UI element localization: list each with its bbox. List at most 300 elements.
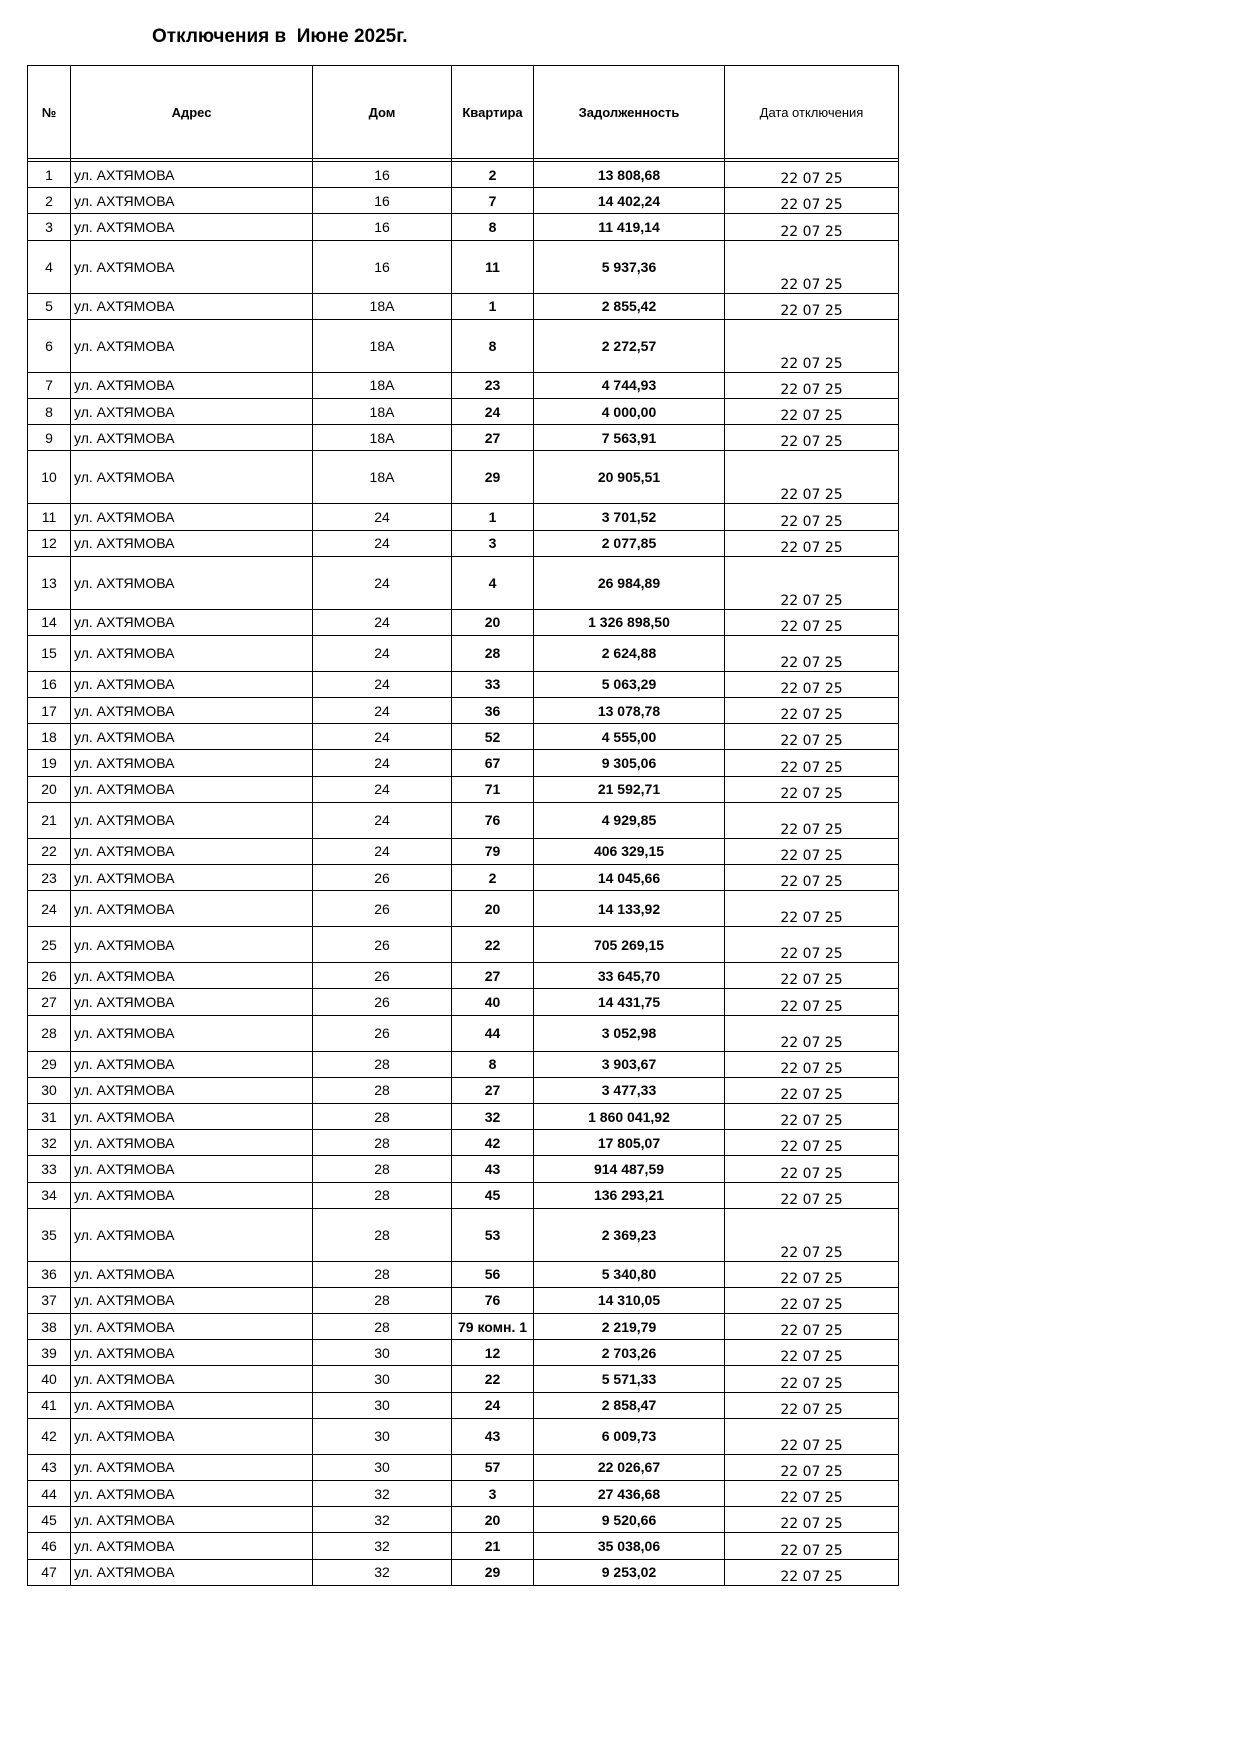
- row-date: 22 07 25: [725, 1051, 899, 1077]
- row-address: ул. АХТЯМОВА: [71, 398, 313, 424]
- row-address: ул. АХТЯМОВА: [71, 504, 313, 530]
- row-date: 22 07 25: [725, 1314, 899, 1340]
- row-apartment: 36: [452, 698, 534, 724]
- row-number: 36: [28, 1261, 71, 1287]
- row-apartment: 43: [452, 1156, 534, 1182]
- row-apartment: 22: [452, 1366, 534, 1392]
- row-house: 28: [313, 1314, 452, 1340]
- row-address: ул. АХТЯМОВА: [71, 556, 313, 609]
- table-row: [28, 1287, 899, 1313]
- row-debt: 2 858,47: [534, 1392, 725, 1418]
- row-apartment: 45: [452, 1182, 534, 1208]
- row-number: 15: [28, 635, 71, 671]
- row-debt: 21 592,71: [534, 776, 725, 802]
- row-debt: 13 808,68: [534, 162, 725, 188]
- row-apartment: 33: [452, 671, 534, 697]
- row-number: 9: [28, 425, 71, 451]
- table-row: [28, 1077, 899, 1103]
- row-house: 24: [313, 802, 452, 838]
- row-debt: 26 984,89: [534, 556, 725, 609]
- table-row: [28, 891, 899, 927]
- row-debt: 14 045,66: [534, 865, 725, 891]
- row-number: 46: [28, 1533, 71, 1559]
- table-row: [28, 1261, 899, 1287]
- row-number: 6: [28, 319, 71, 372]
- row-debt: 406 329,15: [534, 838, 725, 864]
- table-row: [28, 1366, 899, 1392]
- row-debt: 17 805,07: [534, 1130, 725, 1156]
- row-number: 45: [28, 1507, 71, 1533]
- row-date: 22 07 25: [725, 927, 899, 963]
- table-row: [28, 1507, 899, 1533]
- row-apartment: 28: [452, 635, 534, 671]
- table-row: [28, 1051, 899, 1077]
- row-apartment: 27: [452, 963, 534, 989]
- row-date: 22 07 25: [725, 1481, 899, 1507]
- row-number: 4: [28, 240, 71, 293]
- row-address: ул. АХТЯМОВА: [71, 451, 313, 504]
- row-house: 24: [313, 504, 452, 530]
- row-date: 22 07 25: [725, 1103, 899, 1129]
- row-debt: 5 063,29: [534, 671, 725, 697]
- row-debt: 1 860 041,92: [534, 1103, 725, 1129]
- row-address: ул. АХТЯМОВА: [71, 802, 313, 838]
- table-row: [28, 1208, 899, 1261]
- row-number: 42: [28, 1418, 71, 1454]
- row-apartment: 79 комн. 1: [452, 1314, 534, 1340]
- row-apartment: 8: [452, 214, 534, 240]
- row-address: ул. АХТЯМОВА: [71, 865, 313, 891]
- row-apartment: 3: [452, 530, 534, 556]
- table-row: [28, 1156, 899, 1182]
- row-date: 22 07 25: [725, 1182, 899, 1208]
- row-apartment: 3: [452, 1481, 534, 1507]
- page-title: Отключения в Июне 2025г.: [152, 26, 408, 47]
- row-house: 16: [313, 240, 452, 293]
- row-debt: 2 077,85: [534, 530, 725, 556]
- row-number: 21: [28, 802, 71, 838]
- row-number: 11: [28, 504, 71, 530]
- row-date: 22 07 25: [725, 1208, 899, 1261]
- row-date: 22 07 25: [725, 724, 899, 750]
- row-apartment: 43: [452, 1418, 534, 1454]
- table-row: [28, 1392, 899, 1418]
- table-row: [28, 372, 899, 398]
- row-date: 22 07 25: [725, 1077, 899, 1103]
- row-address: ул. АХТЯМОВА: [71, 1481, 313, 1507]
- row-date: 22 07 25: [725, 214, 899, 240]
- row-house: 26: [313, 1015, 452, 1051]
- row-date: 22 07 25: [725, 556, 899, 609]
- row-date: 22 07 25: [725, 1507, 899, 1533]
- table-row: [28, 1182, 899, 1208]
- row-address: ул. АХТЯМОВА: [71, 724, 313, 750]
- row-debt: 5 340,80: [534, 1261, 725, 1287]
- table-row: [28, 1418, 899, 1454]
- row-date: 22 07 25: [725, 1533, 899, 1559]
- row-date: 22 07 25: [725, 1287, 899, 1313]
- row-date: 22 07 25: [725, 1015, 899, 1051]
- row-date: 22 07 25: [725, 963, 899, 989]
- row-address: ул. АХТЯМОВА: [71, 750, 313, 776]
- table-row: [28, 188, 899, 214]
- table-row: [28, 724, 899, 750]
- table-row: [28, 556, 899, 609]
- row-number: 31: [28, 1103, 71, 1129]
- row-house: 24: [313, 530, 452, 556]
- table-row: [28, 293, 899, 319]
- row-house: 32: [313, 1533, 452, 1559]
- row-house: 28: [313, 1261, 452, 1287]
- row-number: 30: [28, 1077, 71, 1103]
- row-date: 22 07 25: [725, 188, 899, 214]
- row-apartment: 7: [452, 188, 534, 214]
- row-number: 47: [28, 1559, 71, 1585]
- row-debt: 22 026,67: [534, 1454, 725, 1480]
- row-debt: 4 000,00: [534, 398, 725, 424]
- row-address: ул. АХТЯМОВА: [71, 1261, 313, 1287]
- row-debt: 3 052,98: [534, 1015, 725, 1051]
- row-house: 28: [313, 1287, 452, 1313]
- row-house: 18А: [313, 319, 452, 372]
- row-date: 22 07 25: [725, 530, 899, 556]
- row-debt: 4 929,85: [534, 802, 725, 838]
- row-house: 26: [313, 963, 452, 989]
- row-apartment: 56: [452, 1261, 534, 1287]
- table-row: [28, 1481, 899, 1507]
- row-number: 18: [28, 724, 71, 750]
- row-apartment: 52: [452, 724, 534, 750]
- row-date: 22 07 25: [725, 372, 899, 398]
- row-apartment: 24: [452, 1392, 534, 1418]
- table-row: [28, 802, 899, 838]
- row-address: ул. АХТЯМОВА: [71, 927, 313, 963]
- row-number: 1: [28, 162, 71, 188]
- row-date: 22 07 25: [725, 1559, 899, 1585]
- row-apartment: 20: [452, 609, 534, 635]
- row-house: 24: [313, 671, 452, 697]
- row-apartment: 40: [452, 989, 534, 1015]
- row-number: 10: [28, 451, 71, 504]
- disconnections-table: [27, 65, 899, 1586]
- row-address: ул. АХТЯМОВА: [71, 609, 313, 635]
- row-apartment: 76: [452, 802, 534, 838]
- row-debt: 14 431,75: [534, 989, 725, 1015]
- row-debt: 5 571,33: [534, 1366, 725, 1392]
- row-house: 28: [313, 1156, 452, 1182]
- table-row: [28, 530, 899, 556]
- row-address: ул. АХТЯМОВА: [71, 1314, 313, 1340]
- table-row: [28, 504, 899, 530]
- row-house: 26: [313, 891, 452, 927]
- row-house: 24: [313, 750, 452, 776]
- row-address: ул. АХТЯМОВА: [71, 1287, 313, 1313]
- row-address: ул. АХТЯМОВА: [71, 1454, 313, 1480]
- row-debt: 2 369,23: [534, 1208, 725, 1261]
- row-house: 28: [313, 1103, 452, 1129]
- header-address: Адрес: [71, 66, 313, 159]
- row-house: 30: [313, 1454, 452, 1480]
- row-house: 16: [313, 188, 452, 214]
- row-number: 17: [28, 698, 71, 724]
- row-address: ул. АХТЯМОВА: [71, 240, 313, 293]
- row-address: ул. АХТЯМОВА: [71, 989, 313, 1015]
- table-row: [28, 635, 899, 671]
- row-debt: 14 402,24: [534, 188, 725, 214]
- row-address: ул. АХТЯМОВА: [71, 891, 313, 927]
- row-house: 18А: [313, 425, 452, 451]
- row-address: ул. АХТЯМОВА: [71, 1392, 313, 1418]
- row-address: ул. АХТЯМОВА: [71, 1077, 313, 1103]
- row-number: 16: [28, 671, 71, 697]
- row-number: 34: [28, 1182, 71, 1208]
- row-debt: 9 253,02: [534, 1559, 725, 1585]
- row-address: ул. АХТЯМОВА: [71, 963, 313, 989]
- row-address: ул. АХТЯМОВА: [71, 1051, 313, 1077]
- row-address: ул. АХТЯМОВА: [71, 671, 313, 697]
- row-debt: 4 744,93: [534, 372, 725, 398]
- row-date: 22 07 25: [725, 162, 899, 188]
- row-debt: 2 219,79: [534, 1314, 725, 1340]
- row-house: 26: [313, 989, 452, 1015]
- table-row: [28, 240, 899, 293]
- row-address: ул. АХТЯМОВА: [71, 1418, 313, 1454]
- row-address: ул. АХТЯМОВА: [71, 1156, 313, 1182]
- row-house: 28: [313, 1182, 452, 1208]
- table-row: [28, 451, 899, 504]
- row-number: 44: [28, 1481, 71, 1507]
- row-house: 30: [313, 1418, 452, 1454]
- row-number: 5: [28, 293, 71, 319]
- row-date: 22 07 25: [725, 319, 899, 372]
- row-debt: 2 624,88: [534, 635, 725, 671]
- header-date: Дата отключения: [725, 66, 899, 159]
- row-debt: 3 701,52: [534, 504, 725, 530]
- row-date: 22 07 25: [725, 504, 899, 530]
- row-address: ул. АХТЯМОВА: [71, 162, 313, 188]
- row-debt: 2 272,57: [534, 319, 725, 372]
- row-date: 22 07 25: [725, 425, 899, 451]
- row-debt: 13 078,78: [534, 698, 725, 724]
- table-row: [28, 1454, 899, 1480]
- row-apartment: 29: [452, 1559, 534, 1585]
- table-row: [28, 1015, 899, 1051]
- row-number: 41: [28, 1392, 71, 1418]
- row-date: 22 07 25: [725, 1340, 899, 1366]
- row-number: 8: [28, 398, 71, 424]
- row-house: 24: [313, 776, 452, 802]
- table-row: [28, 162, 899, 188]
- row-house: 24: [313, 635, 452, 671]
- header-house: Дом: [313, 66, 452, 159]
- row-house: 30: [313, 1366, 452, 1392]
- row-apartment: 23: [452, 372, 534, 398]
- row-debt: 14 310,05: [534, 1287, 725, 1313]
- row-apartment: 20: [452, 891, 534, 927]
- row-date: 22 07 25: [725, 750, 899, 776]
- row-address: ул. АХТЯМОВА: [71, 1340, 313, 1366]
- row-house: 18А: [313, 451, 452, 504]
- row-number: 23: [28, 865, 71, 891]
- row-number: 37: [28, 1287, 71, 1313]
- row-date: 22 07 25: [725, 865, 899, 891]
- row-house: 24: [313, 609, 452, 635]
- table-row: [28, 750, 899, 776]
- row-number: 7: [28, 372, 71, 398]
- row-number: 25: [28, 927, 71, 963]
- row-number: 20: [28, 776, 71, 802]
- row-apartment: 8: [452, 319, 534, 372]
- row-address: ул. АХТЯМОВА: [71, 1103, 313, 1129]
- row-date: 22 07 25: [725, 451, 899, 504]
- row-address: ул. АХТЯМОВА: [71, 776, 313, 802]
- row-house: 18А: [313, 398, 452, 424]
- row-debt: 136 293,21: [534, 1182, 725, 1208]
- row-apartment: 29: [452, 451, 534, 504]
- row-address: ул. АХТЯМОВА: [71, 1507, 313, 1533]
- table-row: [28, 319, 899, 372]
- row-date: 22 07 25: [725, 1156, 899, 1182]
- row-number: 38: [28, 1314, 71, 1340]
- row-apartment: 44: [452, 1015, 534, 1051]
- table-row: [28, 838, 899, 864]
- row-date: 22 07 25: [725, 1454, 899, 1480]
- table-row: [28, 776, 899, 802]
- row-house: 16: [313, 214, 452, 240]
- row-house: 32: [313, 1559, 452, 1585]
- row-number: 39: [28, 1340, 71, 1366]
- row-address: ул. АХТЯМОВА: [71, 425, 313, 451]
- row-address: ул. АХТЯМОВА: [71, 1366, 313, 1392]
- row-house: 18А: [313, 372, 452, 398]
- table-row: [28, 1559, 899, 1585]
- row-apartment: 21: [452, 1533, 534, 1559]
- row-apartment: 12: [452, 1340, 534, 1366]
- row-address: ул. АХТЯМОВА: [71, 635, 313, 671]
- row-date: 22 07 25: [725, 989, 899, 1015]
- row-house: 16: [313, 162, 452, 188]
- row-apartment: 20: [452, 1507, 534, 1533]
- table-body: [28, 159, 899, 1586]
- row-number: 32: [28, 1130, 71, 1156]
- row-address: ул. АХТЯМОВА: [71, 1182, 313, 1208]
- row-apartment: 71: [452, 776, 534, 802]
- row-debt: 3 477,33: [534, 1077, 725, 1103]
- row-debt: 6 009,73: [534, 1418, 725, 1454]
- row-debt: 27 436,68: [534, 1481, 725, 1507]
- row-debt: 35 038,06: [534, 1533, 725, 1559]
- row-apartment: 24: [452, 398, 534, 424]
- row-apartment: 22: [452, 927, 534, 963]
- row-debt: 4 555,00: [534, 724, 725, 750]
- row-apartment: 2: [452, 865, 534, 891]
- row-number: 43: [28, 1454, 71, 1480]
- row-number: 14: [28, 609, 71, 635]
- row-house: 24: [313, 698, 452, 724]
- table-row: [28, 1103, 899, 1129]
- row-debt: 2 703,26: [534, 1340, 725, 1366]
- row-number: 28: [28, 1015, 71, 1051]
- table-row: [28, 698, 899, 724]
- table-row: [28, 425, 899, 451]
- row-date: 22 07 25: [725, 838, 899, 864]
- row-date: 22 07 25: [725, 398, 899, 424]
- row-number: 12: [28, 530, 71, 556]
- row-house: 28: [313, 1051, 452, 1077]
- row-house: 26: [313, 865, 452, 891]
- row-house: 18А: [313, 293, 452, 319]
- row-number: 40: [28, 1366, 71, 1392]
- row-date: 22 07 25: [725, 609, 899, 635]
- row-address: ул. АХТЯМОВА: [71, 372, 313, 398]
- row-apartment: 1: [452, 504, 534, 530]
- row-date: 22 07 25: [725, 671, 899, 697]
- row-apartment: 57: [452, 1454, 534, 1480]
- row-apartment: 8: [452, 1051, 534, 1077]
- table-row: [28, 214, 899, 240]
- row-apartment: 27: [452, 1077, 534, 1103]
- row-number: 26: [28, 963, 71, 989]
- row-date: 22 07 25: [725, 1366, 899, 1392]
- row-house: 28: [313, 1208, 452, 1261]
- row-date: 22 07 25: [725, 1261, 899, 1287]
- row-house: 24: [313, 838, 452, 864]
- table-row: [28, 1130, 899, 1156]
- row-number: 3: [28, 214, 71, 240]
- row-address: ул. АХТЯМОВА: [71, 1559, 313, 1585]
- row-apartment: 32: [452, 1103, 534, 1129]
- row-apartment: 42: [452, 1130, 534, 1156]
- row-debt: 11 419,14: [534, 214, 725, 240]
- row-date: 22 07 25: [725, 776, 899, 802]
- row-date: 22 07 25: [725, 802, 899, 838]
- row-date: 22 07 25: [725, 891, 899, 927]
- row-date: 22 07 25: [725, 635, 899, 671]
- row-apartment: 11: [452, 240, 534, 293]
- row-debt: 914 487,59: [534, 1156, 725, 1182]
- row-date: 22 07 25: [725, 240, 899, 293]
- row-address: ул. АХТЯМОВА: [71, 530, 313, 556]
- row-house: 24: [313, 556, 452, 609]
- header-apartment: Квартира: [452, 66, 534, 159]
- row-debt: 5 937,36: [534, 240, 725, 293]
- row-address: ул. АХТЯМОВА: [71, 838, 313, 864]
- row-address: ул. АХТЯМОВА: [71, 293, 313, 319]
- row-number: 2: [28, 188, 71, 214]
- row-debt: 20 905,51: [534, 451, 725, 504]
- table-row: [28, 1314, 899, 1340]
- row-house: 28: [313, 1130, 452, 1156]
- row-address: ул. АХТЯМОВА: [71, 1130, 313, 1156]
- row-apartment: 2: [452, 162, 534, 188]
- row-debt: 14 133,92: [534, 891, 725, 927]
- row-date: 22 07 25: [725, 293, 899, 319]
- row-house: 30: [313, 1392, 452, 1418]
- table-row: [28, 1533, 899, 1559]
- row-apartment: 4: [452, 556, 534, 609]
- table-row: [28, 927, 899, 963]
- row-date: 22 07 25: [725, 1130, 899, 1156]
- row-address: ул. АХТЯМОВА: [71, 1208, 313, 1261]
- row-apartment: 79: [452, 838, 534, 864]
- table-row: [28, 963, 899, 989]
- row-debt: 7 563,91: [534, 425, 725, 451]
- row-apartment: 1: [452, 293, 534, 319]
- table-row: [28, 398, 899, 424]
- header-debt: Задолженность: [534, 66, 725, 159]
- row-debt: 3 903,67: [534, 1051, 725, 1077]
- row-number: 19: [28, 750, 71, 776]
